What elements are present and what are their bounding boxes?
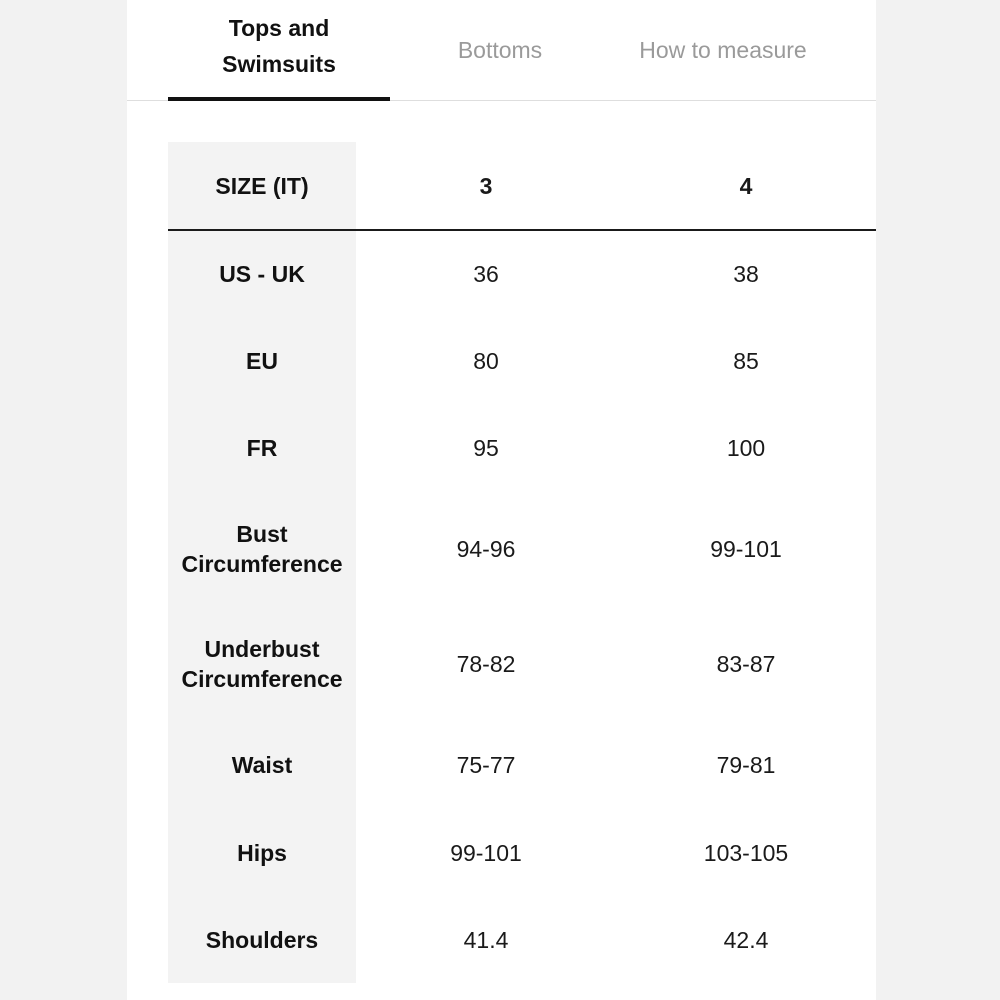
- table-cell: 38: [733, 261, 759, 287]
- tab-tops-and-swimsuits[interactable]: [168, 0, 390, 100]
- table-row: [168, 491, 876, 607]
- header-size-4: 4: [739, 172, 753, 199]
- table-cell: 94-96: [456, 536, 516, 562]
- size-guide-panel: [127, 0, 876, 1000]
- row-label-hips: Hips: [168, 809, 356, 897]
- table-row: [168, 897, 876, 983]
- table-cell: 83-87: [716, 651, 776, 677]
- table-cell: 85: [733, 348, 759, 374]
- table-cell: 79-81: [716, 752, 776, 778]
- table-header-row: [168, 142, 876, 229]
- table-cell: 75-77: [456, 752, 516, 778]
- header-size-3: 3: [479, 172, 493, 199]
- tab-bottoms[interactable]: [390, 0, 610, 100]
- row-label-line-1: Bust: [236, 521, 288, 547]
- row-label-shoulders: Shoulders: [168, 897, 356, 983]
- row-label-us-uk: US - UK: [168, 231, 356, 317]
- row-label-line-1: Underbust: [204, 636, 320, 662]
- table-cell: 80: [473, 348, 499, 374]
- table-cell: 42.4: [723, 927, 769, 953]
- header-label-cell: SIZE (IT): [168, 142, 356, 229]
- table-cell: 103-105: [703, 840, 789, 866]
- table-cell: 78-82: [456, 651, 516, 677]
- row-label-waist: Waist: [168, 721, 356, 809]
- tab-how-to-measure[interactable]: [610, 0, 836, 100]
- tab-how-to-measure-label: How to measure: [639, 37, 807, 63]
- table-cell: 36: [473, 261, 499, 287]
- table-row: [168, 607, 876, 721]
- table-cell: 99-101: [710, 536, 782, 562]
- tab-tops-and-swimsuits-label: [222, 10, 336, 82]
- row-label-line-2: Circumference: [181, 666, 343, 692]
- table-row: [168, 231, 876, 317]
- table-row: [168, 405, 876, 491]
- tab-bar: [127, 0, 876, 101]
- tab-label-line-1: Tops and: [228, 15, 330, 41]
- table-row: [168, 721, 876, 809]
- table-row: [168, 317, 876, 405]
- table-cell: 41.4: [463, 927, 509, 953]
- table-cell: 95: [473, 435, 499, 461]
- tab-label-line-2: Swimsuits: [222, 51, 336, 77]
- table-cell: 100: [726, 435, 766, 461]
- tab-bottoms-label: Bottoms: [457, 37, 543, 63]
- table-cell: 99-101: [450, 840, 522, 866]
- row-label-eu: EU: [168, 317, 356, 405]
- row-label-underbust-circumference: [168, 607, 356, 721]
- size-table: [168, 142, 876, 983]
- table-row: [168, 809, 876, 897]
- row-label-bust-circumference: [168, 491, 356, 607]
- active-tab-indicator: [168, 97, 390, 101]
- row-label-line-2: Circumference: [181, 551, 343, 577]
- row-label-fr: FR: [168, 405, 356, 491]
